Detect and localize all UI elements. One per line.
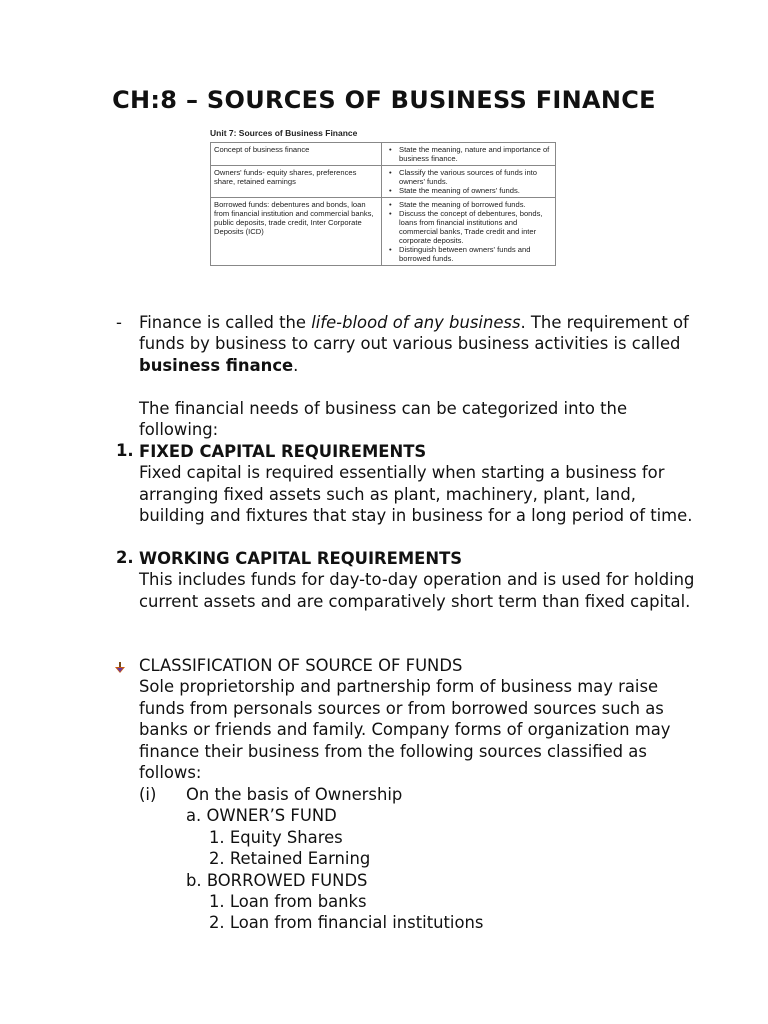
intro-text: Finance is called the — [139, 313, 312, 332]
list-item: • State the meaning of borrowed funds. — [399, 200, 552, 209]
working-capital-heading: WORKING CAPITAL REQUIREMENTS — [139, 549, 463, 568]
working-capital-text: This includes funds for day-to-day operation and is used for holding current assets and are comparatively short term than fixed capital. — [139, 570, 695, 611]
list-number: 1. — [116, 441, 134, 460]
table-cell-objectives — [382, 143, 556, 166]
page-title: CH:8 – SOURCES OF BUSINESS FINANCE — [112, 86, 656, 114]
intro-bold-term: business finance — [139, 355, 294, 375]
list-item: • State the meaning, nature and importance of business finance. — [399, 145, 552, 163]
table-row — [211, 166, 556, 198]
roman-numeral: (i) — [139, 785, 157, 804]
list-item: 2. Retained Earning — [209, 849, 371, 868]
syllabus-table-caption: Unit 7: Sources of Business Finance — [210, 128, 358, 138]
fixed-capital-text: Fixed capital is required essentially when starting a business for arranging fixed assets such as plant, machinery, plant, land, building and fixtures that stay in business for a long period of time. — [139, 463, 693, 526]
list-number: 2. — [116, 548, 134, 567]
list-item: • Classify the various sources of funds into owners' funds. — [399, 168, 552, 186]
borrowed-funds-label: b. BORROWED FUNDS — [186, 871, 368, 890]
intro-paragraph — [139, 312, 699, 376]
categories-intro: The financial needs of business can be categorized into the following: — [139, 399, 628, 440]
table-cell-objectives — [382, 198, 556, 266]
intro-text: . The requirement of funds by business to carry out various business activities is called — [139, 313, 689, 354]
syllabus-table — [210, 142, 556, 266]
classification-text: Sole proprietorship and partnership form of business may raise funds from personals sources or from borrowed sources such as banks or friends and family. Company forms of organization may finance their business from the following sources classified as follows: — [139, 677, 671, 783]
list-item: 1. Equity Shares — [209, 828, 343, 847]
owners-fund-label: a. OWNER’S FUND — [186, 806, 337, 825]
classification-heading: CLASSIFICATION OF SOURCE OF FUNDS — [139, 656, 463, 675]
arrow-bullet-icon — [114, 662, 126, 674]
working-capital-item — [139, 548, 699, 612]
list-item: 2. Loan from financial institutions — [209, 913, 484, 932]
table-cell-objectives — [382, 166, 556, 198]
classification-section — [139, 655, 699, 783]
ownership-basis: On the basis of Ownership — [186, 785, 403, 804]
table-cell-topic: Owners' funds- equity shares, preferences share, retained earnings — [211, 166, 382, 198]
fixed-capital-heading: FIXED CAPITAL REQUIREMENTS — [139, 442, 427, 461]
list-item: 1. Loan from banks — [209, 892, 367, 911]
dash-marker: - — [116, 313, 122, 332]
intro-text: . — [293, 355, 299, 375]
list-item: • Discuss the concept of debentures, bonds, loans from financial institutions and commercial banks, Trade credit and inter corporate deposits. — [399, 209, 552, 245]
list-item: • State the meaning of owners' funds. — [399, 186, 552, 195]
table-row — [211, 198, 556, 266]
table-row — [211, 143, 556, 166]
table-cell-topic: Concept of business finance — [211, 143, 382, 166]
table-cell-topic: Borrowed funds: debentures and bonds, loan from financial institution and commercial banks, public deposits, trade credit, Inter Corporate Deposits (ICD) — [211, 198, 382, 266]
list-item: • Distinguish between owners' funds and borrowed funds. — [399, 245, 552, 263]
syllabus-table-image — [210, 128, 556, 266]
fixed-capital-item — [139, 441, 699, 527]
intro-italic-text: life-blood of any business — [311, 313, 521, 332]
